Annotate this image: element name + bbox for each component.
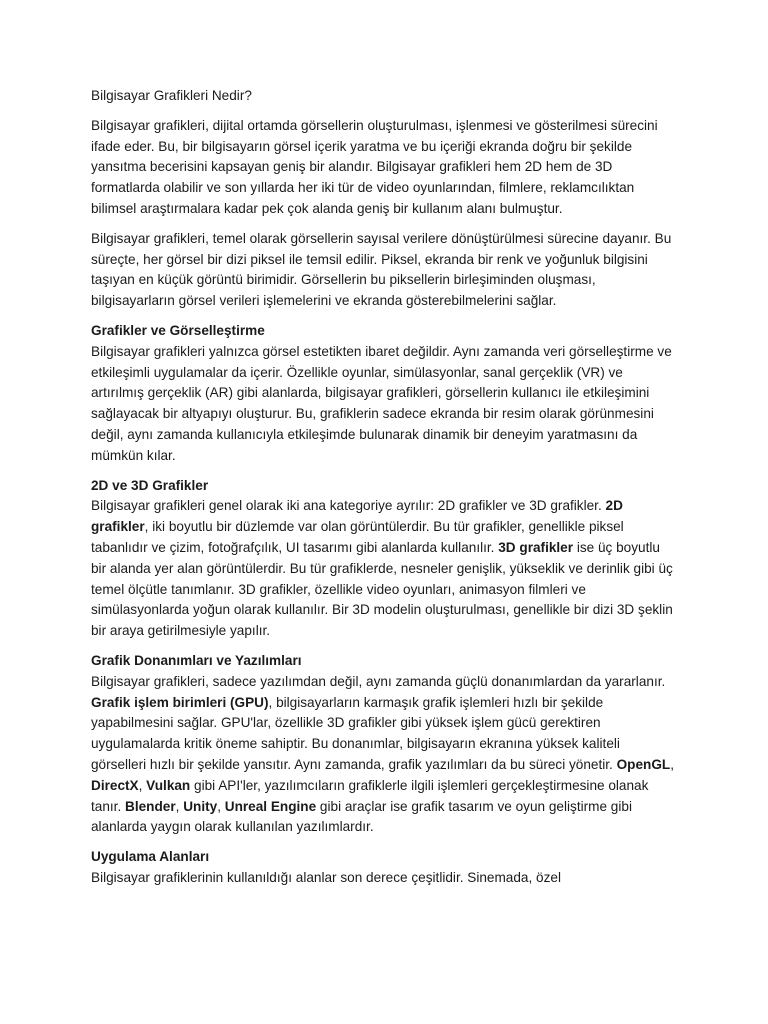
text-run: ,: [670, 756, 675, 772]
section-heading-visualization: Grafikler ve Görselleştirme: [91, 322, 265, 338]
text-run: , bilgisayarların karmaşık grafik işlemleri hızlı bir şekilde yapabilmesini sağlar. GPU'lar, özellikle 3D grafikler gibi yüksek işlem gücü gerektiren uygulamalarda kritik öneme sahiptir. Bu donanımlar, bilgisayarın ekranına yüksek kaliteli görselleri hızlı bir şekilde yansıtır. Aynı zamanda, grafik yazılımları da bu süreci yönetir.: [91, 694, 620, 772]
section-heading-2d-3d: 2D ve 3D Grafikler: [91, 477, 209, 493]
section-2d-3d: [91, 476, 678, 642]
section-text-hardware-software: [91, 672, 678, 838]
text-run: gibi API'ler, yazılımcıların grafiklerle ilgili işlemleri gerçekleştirmesine olanak tanır.: [91, 777, 649, 814]
section-heading-applications: Uygulama Alanları: [91, 849, 210, 865]
text-run: gibi araçlar ise grafik tasarım ve oyun geliştirme gibi alanlarda yaygın olarak kullanılan yazılımlardır.: [91, 798, 632, 835]
text-run: ,: [175, 798, 184, 814]
bold-term-2d: 2D grafikler: [91, 498, 623, 535]
section-text-visualization: Bilgisayar grafikleri yalnızca görsel estetikten ibaret değildir. Aynı zamanda veri görselleştirme ve etkileşimli uygulamalar da içerir. Özellikle oyunlar, simülasyonlar, sanal gerçeklik (VR) ve artırılmış gerçeklik (AR) gibi alanlarda, bilgisayar grafikleri, görsellerin kullanıcı ile etkileşimini sağlayacak bir altyapıyı oluşturur. Bu, grafiklerin sadece ekranda bir resim olarak görünmesini değil, aynı zamanda kullanıcıyla etkileşimde bulunarak dinamik bir deneyim yaratmasını da mümkün kılar.: [91, 343, 672, 463]
bold-term-directx: DirectX: [91, 777, 139, 793]
pixel-paragraph: Bilgisayar grafikleri, temel olarak görsellerin sayısal verilere dönüştürülmesi sürecine dayanır. Bu süreçte, her görsel bir dizi piksel ile temsil edilir. Piksel, ekranda bir renk ve yoğunluk bilgisini taşıyan en küçük görüntü birimidir. Görsellerin bu piksellerin birleşiminden oluşması, bilgisayarların görsel verileri işlemelerini ve ekranda gösterebilmelerini sağlar.: [91, 230, 672, 309]
section-applications: [91, 847, 678, 889]
text-run: ise üç boyutlu bir alanda yer alan görüntülerdir. Bu tür grafiklerde, nesneler genişlik, yükseklik ve derinlik gibi üç temel ölçütle tanımlanır. 3D grafikler, özellikle video oyunları, animasyon filmleri ve simülasyonlarda yoğun olarak kullanılır. Bir 3D modelin oluşturulması, genellikle bir dizi 3D şeklin bir araya getirilmesiyle yapılır.: [91, 539, 673, 639]
section-heading-hardware-software: Grafik Donanımları ve Yazılımları: [91, 652, 302, 668]
section-hardware-software: [91, 651, 678, 838]
bold-term-unreal-engine: Unreal Engine: [224, 798, 317, 814]
text-run: , iki boyutlu bir düzlemde var olan görüntülerdir. Bu tür grafikler, genellikle piksel tabanlıdır ve çizim, fotoğrafçılık, UI tasarımı gibi alanlarda kullanılır.: [91, 519, 624, 555]
document-title: Bilgisayar Grafikleri Nedir?: [91, 88, 252, 103]
section-text-2d-3d: [91, 496, 678, 642]
bold-term-gpu: Grafik işlem birimleri (GPU): [91, 694, 269, 710]
bold-term-3d: 3D grafikler: [498, 539, 574, 555]
bold-term-unity: Unity: [183, 798, 218, 814]
intro-paragraph: Bilgisayar grafikleri, dijital ortamda görsellerin oluşturulması, işlenmesi ve gösterilmesi sürecini ifade eder. Bu, bir bilgisayarın görsel içerik yaratma ve bu içeriği ekranda doğru bir şekilde yansıtma becerisini kapsayan geniş bir alandır. Bilgisayar grafikleri hem 2D hem de 3D formatlarda olabilir ve son yıllarda her iki tür de video oyunlarından, filmlere, reklamcılıktan bilimsel araştırmalara kadar pek çok alanda geniş bir kullanım alanı bulmuştur.: [91, 117, 658, 216]
text-run: ,: [138, 777, 147, 793]
bold-term-opengl: OpenGL: [616, 756, 671, 772]
section-text-applications: Bilgisayar grafiklerinin kullanıldığı alanlar son derece çeşitlidir. Sinemada, özel: [91, 869, 561, 885]
text-run: Bilgisayar grafikleri, sadece yazılımdan değil, aynı zamanda güçlü donanımlardan da yararlanır.: [91, 673, 666, 689]
bold-term-vulkan: Vulkan: [146, 777, 191, 793]
section-visualization: [91, 321, 678, 467]
bold-term-blender: Blender: [125, 798, 176, 814]
text-run: ,: [217, 798, 225, 814]
text-run: Bilgisayar grafikleri genel olarak iki ana kategoriye ayrılır: 2D grafikler ve 3D grafikler.: [91, 498, 606, 514]
